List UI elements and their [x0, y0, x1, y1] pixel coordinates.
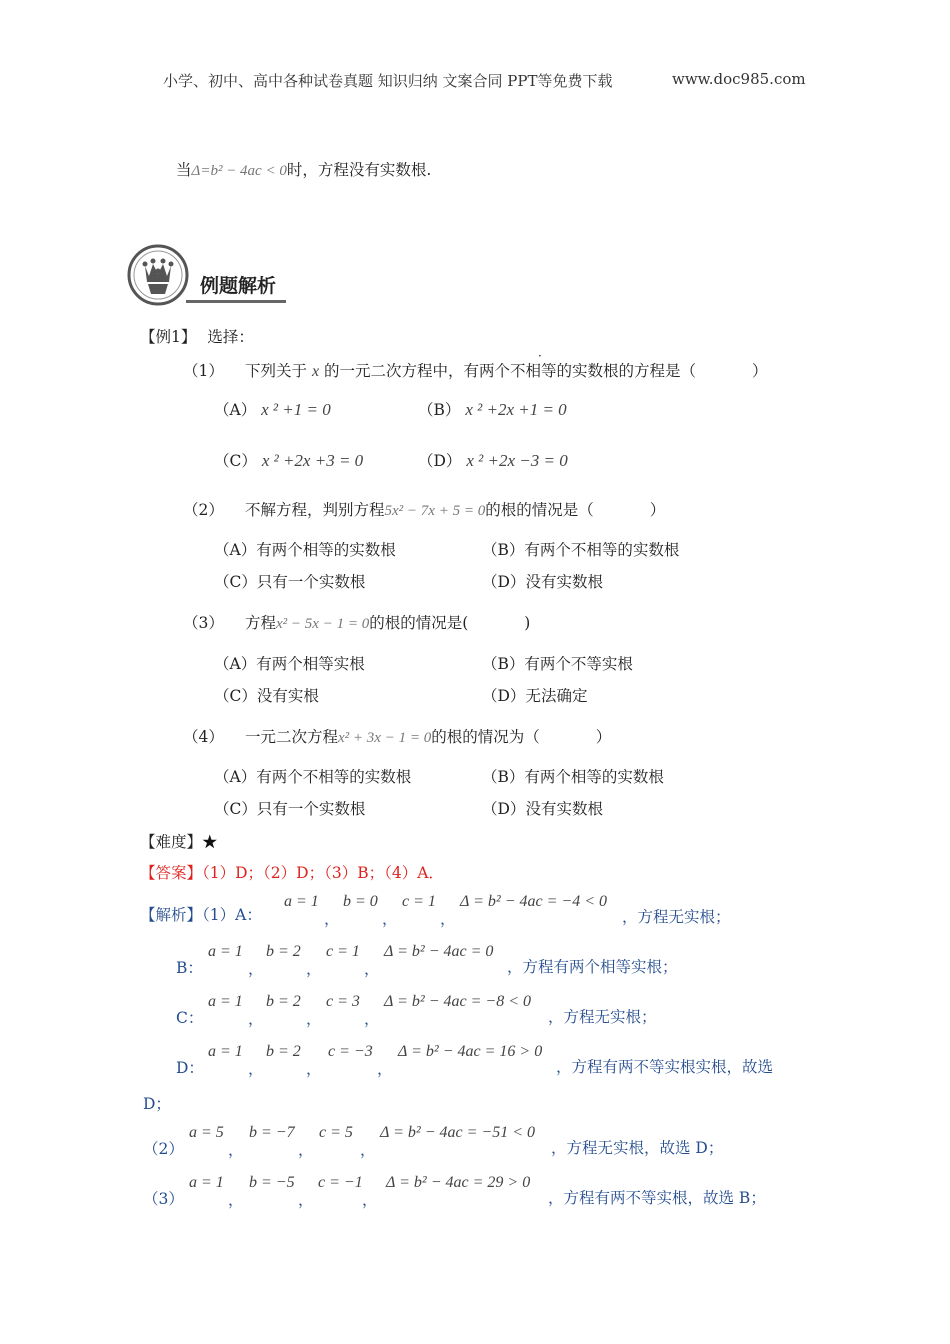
l3-text: ，方程无实根；: [548, 1008, 657, 1026]
l5-a: a = 5: [189, 1124, 224, 1141]
q2-option-b[interactable]: [482, 540, 679, 560]
q2-option-d[interactable]: [482, 572, 603, 592]
l6-delta: Δ = b² − 4ac = 29 > 0: [386, 1174, 531, 1191]
l5-delta: Δ = b² − 4ac = −51 < 0: [380, 1124, 535, 1141]
option-label: （C）: [214, 452, 257, 470]
difficulty-row: [140, 832, 218, 852]
l6-prefix: （3）: [143, 1190, 184, 1208]
l4-b: b = 2: [266, 1043, 301, 1060]
l4-text: ，方程有两不等实根实根，故选: [556, 1058, 774, 1076]
emphasis-dot: ·: [538, 349, 542, 363]
l1-delta: Δ = b² − 4ac = −4 < 0: [460, 893, 607, 910]
q1-num: （1）: [183, 362, 224, 380]
option-math: x ² +1 = 0: [261, 400, 331, 419]
option-text: 没有实数根: [525, 800, 603, 818]
option-label: （B）: [418, 401, 461, 419]
analysis-prefix: （1）A：: [202, 906, 262, 924]
q3-text-c: ): [524, 614, 531, 632]
l2-delta: Δ = b² − 4ac = 0: [384, 943, 494, 960]
q4-stem: [245, 727, 611, 748]
option-text: 有两个相等的实数根: [524, 768, 664, 786]
option-math: x ² +2x +1 = 0: [465, 400, 567, 419]
q1-option-a[interactable]: [214, 400, 331, 420]
option-label: （C）: [214, 687, 257, 705]
q3-num: （3）: [183, 614, 224, 632]
l4-prefix: D：: [176, 1059, 204, 1077]
option-text: 有两个相等的实数根: [256, 541, 396, 559]
l6-a: a = 1: [189, 1174, 224, 1191]
q1-text-c: ）: [752, 362, 768, 380]
l4-comma-a: ，: [248, 1060, 264, 1078]
l3-comma-b: ，: [306, 1010, 322, 1028]
option-label: （D）: [482, 573, 526, 591]
option-text: 没有实根: [256, 687, 319, 705]
difficulty-star-icon: ★: [202, 833, 218, 851]
q2-math: 5x² − 7x + 5 = 0: [384, 503, 486, 519]
q3-option-d[interactable]: [482, 686, 587, 706]
q3-math: x² − 5x − 1 = 0: [276, 616, 370, 632]
option-text: 有两个不相等的实数根: [524, 541, 680, 559]
l2-c: c = 1: [326, 943, 360, 960]
section-underline: [186, 300, 286, 303]
l2-a: a = 1: [208, 943, 243, 960]
l3-comma-c: ，: [364, 1010, 380, 1028]
q4-option-c[interactable]: [214, 799, 365, 819]
option-text: 无法确定: [525, 687, 588, 705]
q4-num: （4）: [183, 728, 224, 746]
option-label: （D）: [482, 687, 526, 705]
q4-text-b: 的根的情况为（: [431, 728, 540, 746]
l3-b: b = 2: [266, 993, 301, 1010]
l4-a: a = 1: [208, 1043, 243, 1060]
l6-comma-c: ，: [362, 1191, 378, 1209]
option-text: 有两个不相等的实数根: [256, 768, 412, 786]
l4-c: c = −3: [328, 1043, 373, 1060]
l1-comma-a: ，: [324, 910, 340, 928]
l4-continuation: D；: [143, 1095, 171, 1113]
option-math: x ² +2x +3 = 0: [261, 451, 364, 470]
l2-comma-b: ，: [306, 960, 322, 978]
l2-comma-c: ，: [364, 960, 380, 978]
section-title: 例题解析: [200, 275, 277, 297]
answer-row: [140, 863, 444, 883]
option-label: （B）: [482, 541, 525, 559]
option-label: （D）: [482, 800, 526, 818]
l5-prefix: （2）: [143, 1140, 184, 1158]
option-label: （B）: [482, 655, 525, 673]
example-label-row: [140, 327, 254, 347]
header-url[interactable]: www.doc985.com: [672, 70, 806, 88]
l1-comma-c: ，: [440, 910, 456, 928]
q4-option-d[interactable]: [482, 799, 603, 819]
q4-option-b[interactable]: [482, 767, 664, 787]
l4-delta: Δ = b² − 4ac = 16 > 0: [398, 1043, 543, 1060]
l5-c: c = 5: [319, 1124, 353, 1141]
option-text: 有两个相等实根: [256, 655, 365, 673]
l1-text: ，方程无实根；: [622, 908, 731, 926]
option-text: 只有一个实数根: [256, 573, 366, 591]
intro-formula: Δ=b² − 4ac < 0: [191, 163, 287, 179]
q2-option-c[interactable]: [214, 572, 365, 592]
q3-option-a[interactable]: [214, 654, 365, 674]
l6-comma-b: ，: [298, 1191, 314, 1209]
q2-stem: [245, 500, 665, 521]
q1-option-d[interactable]: [418, 451, 568, 471]
q2-text-a: 不解方程，判别方程: [245, 501, 385, 519]
l5-comma-b: ，: [298, 1141, 314, 1159]
option-text: 只有一个实数根: [256, 800, 366, 818]
q2-num: （2）: [183, 501, 224, 519]
q1-var: x: [311, 363, 320, 380]
l4-comma-c: ，: [377, 1060, 393, 1078]
q2-text-b: 的根的情况是（: [485, 501, 594, 519]
q4-option-a[interactable]: [214, 767, 411, 787]
option-text: 没有实数根: [525, 573, 603, 591]
q1-text-b: 的一元二次方程中，有两个不相等的实数根的方程是（: [324, 362, 697, 380]
l4-comma-b: ，: [306, 1060, 322, 1078]
q1-stem: [245, 361, 768, 382]
page-header: [163, 70, 806, 91]
q1-text-a: 下列关于: [245, 362, 308, 380]
q3-option-b[interactable]: [482, 654, 633, 674]
analysis-label: 【解析】: [140, 906, 203, 924]
option-label: （A）: [214, 541, 257, 559]
l3-c: c = 3: [326, 993, 360, 1010]
q3-option-c[interactable]: [214, 686, 319, 706]
option-math: x ² +2x −3 = 0: [466, 451, 568, 470]
q4-math: x² + 3x − 1 = 0: [338, 730, 432, 746]
l5-b: b = −7: [249, 1124, 295, 1141]
q2-option-a[interactable]: [214, 540, 396, 560]
l3-comma-a: ，: [248, 1010, 264, 1028]
answer-label: 【答案】: [140, 864, 203, 882]
q4-text-c: ）: [595, 728, 612, 746]
l1-a: a = 1: [284, 893, 319, 910]
l5-comma-a: ，: [228, 1141, 244, 1159]
option-text: 有两个不等实根: [524, 655, 633, 673]
l5-text: ，方程无实根，故选 D；: [551, 1139, 724, 1157]
crown-badge-icon: [127, 244, 189, 306]
intro-suffix: 时，方程没有实数根.: [286, 161, 432, 179]
intro-line: [176, 160, 431, 181]
difficulty-label: 【难度】: [140, 833, 203, 851]
l6-comma-a: ，: [228, 1191, 244, 1209]
option-label: （A）: [214, 401, 257, 419]
l3-a: a = 1: [208, 993, 243, 1010]
l2-comma-a: ，: [248, 960, 264, 978]
example-instruction: 选择：: [207, 328, 254, 346]
q3-text-b: 的根的情况是(: [369, 614, 469, 632]
l2-prefix: B：: [176, 959, 203, 977]
l6-b: b = −5: [249, 1174, 295, 1191]
option-label: （D）: [418, 452, 462, 470]
l1-c: c = 1: [402, 893, 436, 910]
l3-prefix: C：: [176, 1009, 204, 1027]
l1-b: b = 0: [343, 893, 378, 910]
answer-text: （1）D；（2）D；（3）B；（4）A．: [202, 864, 444, 882]
l1-comma-b: ，: [382, 910, 398, 928]
l6-text: ，方程有两不等实根，故选 B；: [548, 1189, 766, 1207]
q3-text-a: 方程: [245, 614, 277, 632]
l2-text: ，方程有两个相等实根；: [507, 958, 678, 976]
q4-text-a: 一元二次方程: [245, 728, 339, 746]
q3-stem: [245, 613, 530, 634]
l2-b: b = 2: [266, 943, 301, 960]
example-label: 【例1】: [140, 328, 197, 346]
intro-prefix: 当: [176, 161, 192, 179]
l6-c: c = −1: [318, 1174, 363, 1191]
l3-delta: Δ = b² − 4ac = −8 < 0: [384, 993, 531, 1010]
option-label: （B）: [482, 768, 525, 786]
option-label: （A）: [214, 768, 257, 786]
header-text: 小学、初中、高中各种试卷真题 知识归纳 文案合同 PPT等免费下载: [163, 72, 613, 90]
l5-comma-c: ，: [360, 1141, 376, 1159]
q1-option-b[interactable]: [418, 400, 567, 420]
analysis-line-1: [140, 905, 262, 925]
q2-text-c: ）: [649, 501, 666, 519]
option-label: （A）: [214, 655, 257, 673]
q1-option-c[interactable]: [214, 451, 363, 471]
option-label: （C）: [214, 573, 257, 591]
option-label: （C）: [214, 800, 257, 818]
